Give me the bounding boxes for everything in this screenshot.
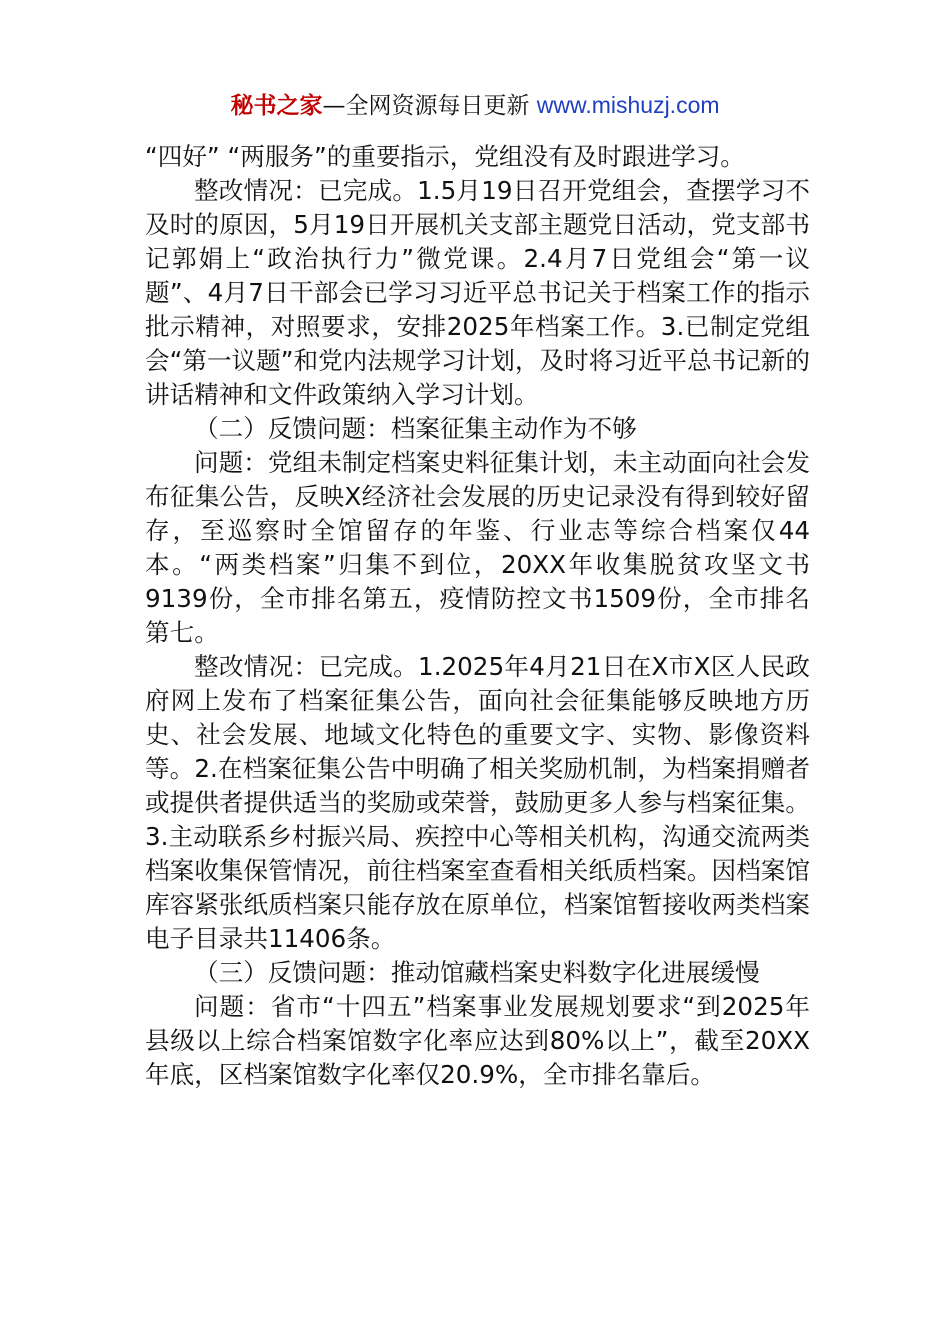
paragraph-problem-2: 问题：党组未制定档案史料征集计划，未主动面向社会发布征集公告，反映X经济社会发展的历史记录没有得到较好留存，至巡察时全馆留存的年鉴、行业志等综合档案仅44本。“两类档案”归集不到位，20XX年收集脱贫攻坚文书9139份，全市排名第五，疫情防控文书1509份，全市排名第七。 — [145, 448, 810, 647]
document-body — [145, 140, 810, 1092]
header-tagline: —全网资源每日更新 — [322, 93, 530, 119]
header-url-link[interactable]: www.mishuzj.com — [536, 92, 720, 118]
paragraph-continued: “四好” “两服务”的重要指示，党组没有及时跟进学习。 — [145, 142, 745, 171]
section-heading-2: （二）反馈问题：档案征集主动作为不够 — [194, 414, 637, 443]
paragraph-rectification-1: 整改情况：已完成。1.5月19日召开党组会，查摆学习不及时的原因，5月19日开展机关支部主题党日活动，党支部书记郭娟上“政治执行力”微党课。2.4月7日党组会“第一议题”、4月7日干部会已学习习近平总书记关于档案工作的指示批示精神，对照要求，安排2025年档案工作。3.已制定党组会“第一议题”和党内法规学习计划，及时将习近平总书记新的讲话精神和文件政策纳入学习计划。 — [145, 176, 810, 409]
paragraph-problem-3: 问题：省市“十四五”档案事业发展规划要求“到2025年县级以上综合档案馆数字化率应达到80%以上”，截至20XX年底，区档案馆数字化率仅20.9%，全市排名靠后。 — [145, 992, 810, 1089]
section-heading-3: （三）反馈问题：推动馆藏档案史料数字化进展缓慢 — [194, 958, 760, 987]
header-brand: 秘书之家 — [230, 93, 323, 119]
paragraph-rectification-2: 整改情况：已完成。1.2025年4月21日在X市X区人民政府网上发布了档案征集公告，面向社会征集能够反映地方历史、社会发展、地域文化特色的重要文字、实物、影像资料等。2.在档案征集公告中明确了相关奖励机制，为档案捐赠者或提供者提供适当的奖励或荣誉，鼓励更多人参与档案征集。3.主动联系乡村振兴局、疾控中心等相关机构，沟通交流两类档案收集保管情况，前往档案室查看相关纸质档案。因档案馆库容紧张纸质档案只能存放在原单位，档案馆暂接收两类档案电子目录共11406条。 — [145, 652, 810, 953]
page-header — [0, 88, 950, 123]
